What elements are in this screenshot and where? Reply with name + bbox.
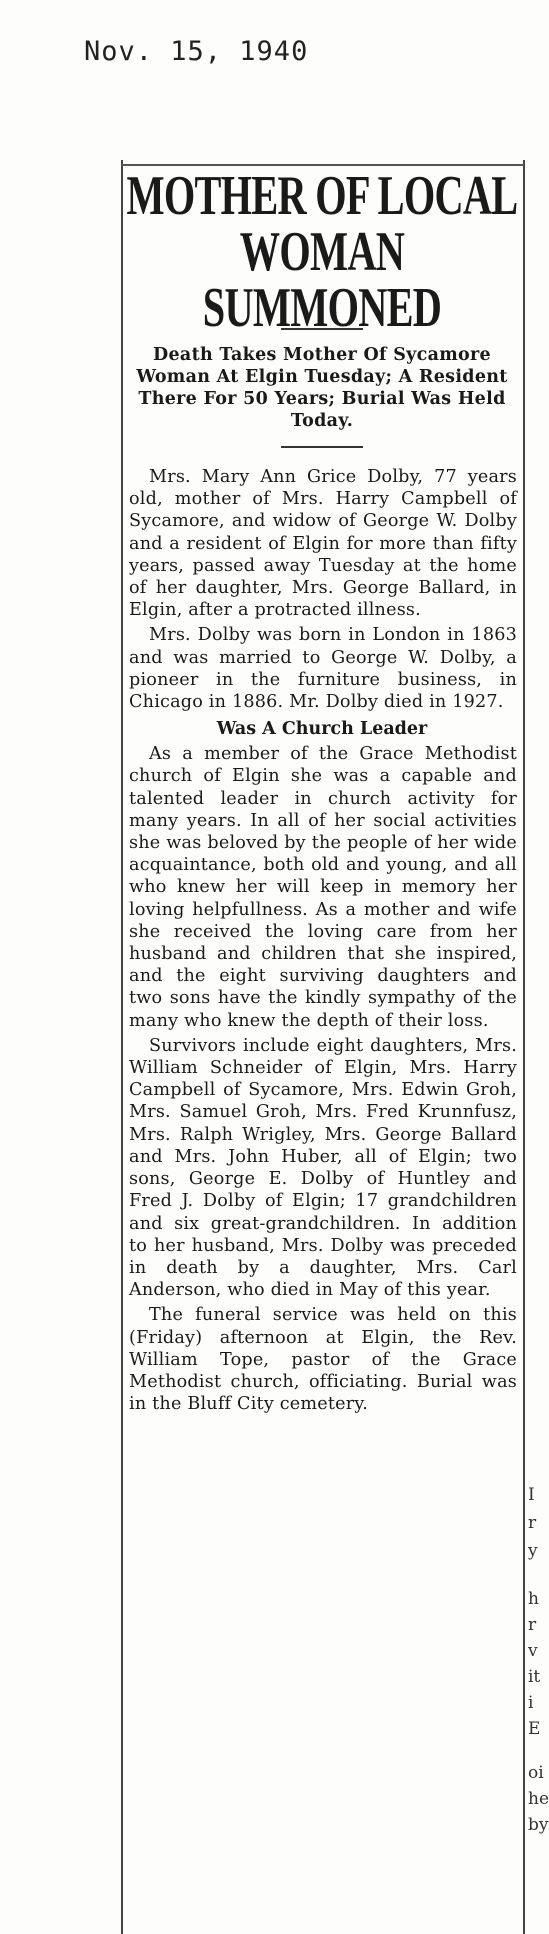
adjacent-column-fragment: y [528, 1541, 538, 1561]
adjacent-column-fragment: v [528, 1641, 538, 1661]
deck-divider [281, 446, 363, 448]
adjacent-column-fragment: i [528, 1693, 534, 1713]
adjacent-column-fragment: by [528, 1815, 549, 1835]
adjacent-column-fragment: h [528, 1589, 539, 1609]
adjacent-column-fragment: I [528, 1485, 535, 1505]
body-paragraph: Mrs. Mary Ann Grice Dolby, 77 years old, mother of Mrs. Harry Campbell of Sycamore, and widow of George W. Dolby and a resident of Elgin for more than fifty years, passed away Tuesday at the home of her daughter, Mrs. George Ballard, in Elgin, after a protracted illness. [129, 467, 517, 621]
column-rule-right [523, 160, 525, 1934]
adjacent-column-fragment: r [528, 1615, 537, 1635]
body-paragraph: Mrs. Dolby was born in London in 1863 and was married to George W. Dolby, a pioneer in the furniture business, in Chicago in 1886. Mr. Dolby died in 1927. [129, 625, 517, 713]
body-paragraph: As a member of the Grace Methodist church of Elgin she was a capable and talented leader in church activity for many years. In all of her social activities she was beloved by the people of her wide acquaintance, both old and young, and all who knew her will keep in memory her loving helpfullness. As a mother and wife she received the loving care from her husband and children that she inspired, and the eight surviving daughters and two sons have the kindly sympathy of the many who knew the depth of their loss. [129, 744, 517, 1031]
adjacent-column-fragment: E [528, 1719, 541, 1739]
adjacent-column-fragment: r [528, 1513, 537, 1533]
headline-line-2: WOMAN SUMMONED [202, 221, 442, 339]
headline [124, 165, 520, 339]
adjacent-column-fragment: it [528, 1667, 541, 1687]
adjacent-column-fragment: he [528, 1789, 549, 1809]
newspaper-clipping [123, 165, 521, 1415]
section-subhead: Was A Church Leader [216, 719, 428, 740]
headline-line-1: MOTHER OF LOCAL [126, 165, 518, 227]
body-paragraph: The funeral service was held on this (Friday) afternoon at Elgin, the Rev. William Tope, pastor of the Grace Methodist church, officiating. Burial was in the Bluff City cemetery. [129, 1305, 517, 1415]
body-paragraph: Survivors include eight daughters, Mrs. William Schneider of Elgin, Mrs. Harry Campbell of Sycamore, Mrs. Edwin Groh, Mrs. Samuel Groh, Mrs. Fred Krunnfusz, Mrs. Ralph Wrigley, Mrs. George Ballard and Mrs. John Huber, all of Elgin; two sons, George E. Dolby of Huntley and Fred J. Dolby of Elgin; 17 grandchildren and six great-grandchildren. In addition to her husband, Mrs. Dolby was preceded in death by a daughter, Mrs. Carl Anderson, who died in May of this year. [129, 1035, 517, 1301]
adjacent-column-fragment: oi [528, 1763, 544, 1783]
clipping-date: Nov. 15, 1940 [84, 36, 309, 67]
deck-subheadline: Death Takes Mother Of Sycamore Woman At Elgin Tuesday; A Resident There For 50 Years; Burial Was Held Today. [136, 345, 508, 431]
